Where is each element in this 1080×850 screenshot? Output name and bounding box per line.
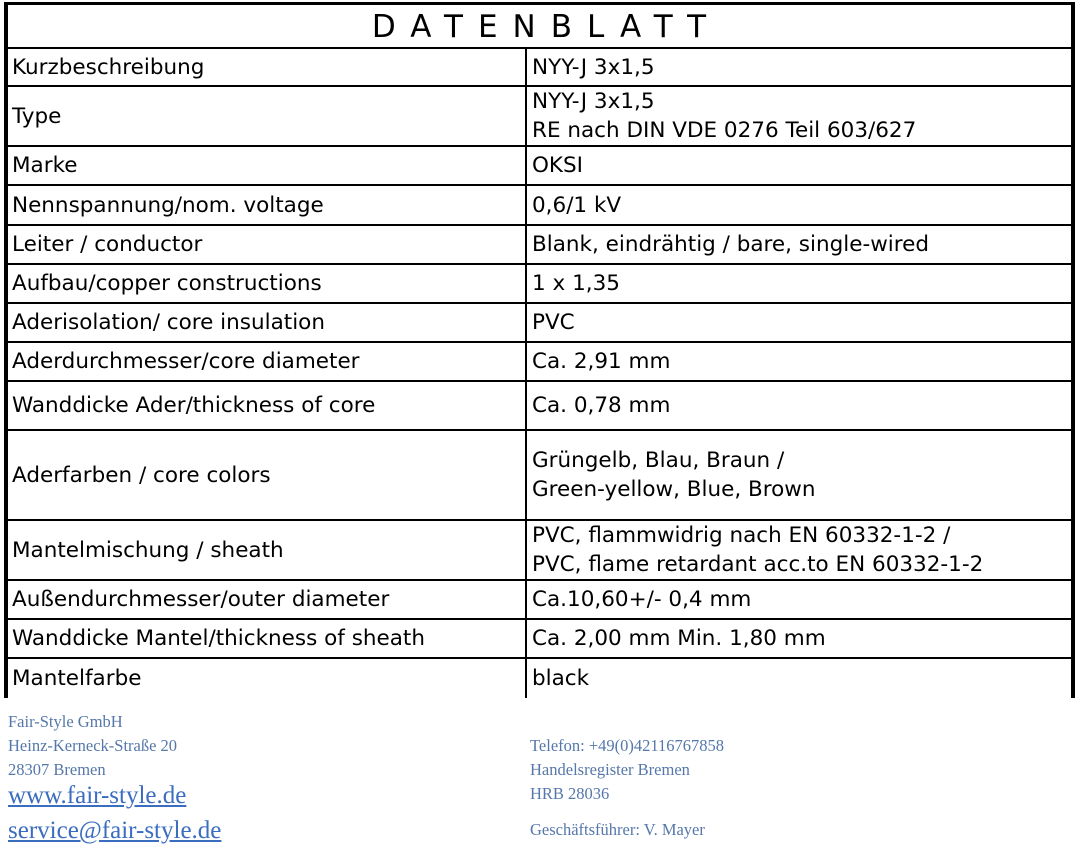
table-row (8, 520, 1071, 580)
row-label: Aderdurchmesser/core diameter (8, 342, 526, 381)
table-row (8, 225, 1071, 264)
row-label: Aufbau/copper constructions (8, 264, 526, 303)
table-row (8, 580, 1071, 619)
row-label: Aderfarben / core colors (8, 430, 526, 520)
table-row (8, 342, 1071, 381)
spec-table (8, 49, 1071, 698)
datasheet-table (4, 2, 1075, 698)
row-label: Mantelmischung / sheath (8, 520, 526, 580)
row-value: black (532, 666, 590, 691)
row-label: Außendurchmesser/outer diameter (8, 580, 526, 619)
table-row (8, 146, 1071, 185)
row-value: NYY-J 3x1,5 (526, 49, 1071, 86)
table-row (8, 619, 1071, 658)
table-row (8, 381, 1071, 430)
city-address: 28307 Bremen (8, 760, 106, 779)
table-row (8, 303, 1071, 342)
row-value: PVC (526, 303, 1071, 342)
website-link[interactable]: www.fair-style.de (8, 782, 187, 809)
email-link[interactable]: service@fair-style.de (8, 817, 222, 844)
row-value: PVC, flammwidrig nach EN 60332-1-2 / PVC, flame retardant acc.to EN 60332-1-2 (526, 520, 1071, 580)
phone-number: Telefon: +49(0)42116767858 (530, 736, 725, 755)
company-name: Fair-Style GmbH (8, 712, 123, 731)
row-label: Wanddicke Mantel/thickness of sheath (8, 619, 526, 658)
row-value: OKSI (526, 146, 1071, 185)
row-value: Ca. 0,78 mm (526, 381, 1071, 430)
row-label: Aderisolation/ core insulation (8, 303, 526, 342)
register-number: HRB 28036 (530, 784, 610, 803)
page-title: DATENBLATT (8, 5, 1071, 49)
table-row (8, 264, 1071, 303)
row-value: Blank, eindrähtig / bare, single-wired (526, 225, 1071, 264)
table-row (8, 185, 1071, 225)
table-row (8, 430, 1071, 520)
table-row (8, 86, 1071, 146)
table-row (8, 49, 1071, 86)
row-value: Grüngelb, Blau, Braun / Green-yellow, Blue, Brown (526, 430, 1071, 520)
row-label: Wanddicke Ader/thickness of core (8, 381, 526, 430)
row-value: Ca. 2,91 mm (526, 342, 1071, 381)
row-label: Marke (8, 146, 526, 185)
row-value: 0,6/1 kV (526, 185, 1071, 225)
managing-director: Geschäftsführer: V. Mayer (530, 820, 705, 839)
row-label: Type (8, 86, 526, 146)
row-label: Kurzbeschreibung (8, 49, 526, 86)
table-row (8, 658, 1071, 698)
row-value: Ca.10,60+/- 0,4 mm (526, 580, 1071, 619)
row-value: 1 x 1,35 (526, 264, 1071, 303)
commercial-register: Handelsregister Bremen (530, 760, 690, 779)
row-label: Nennspannung/nom. voltage (8, 185, 526, 225)
row-value: Ca. 2,00 mm Min. 1,80 mm (526, 619, 1071, 658)
street-address: Heinz-Kerneck-Straße 20 (8, 736, 178, 755)
row-value: NYY-J 3x1,5 RE nach DIN VDE 0276 Teil 603/627 (526, 86, 1071, 146)
row-label: Mantelfarbe (8, 658, 526, 698)
row-label: Leiter / conductor (8, 225, 526, 264)
